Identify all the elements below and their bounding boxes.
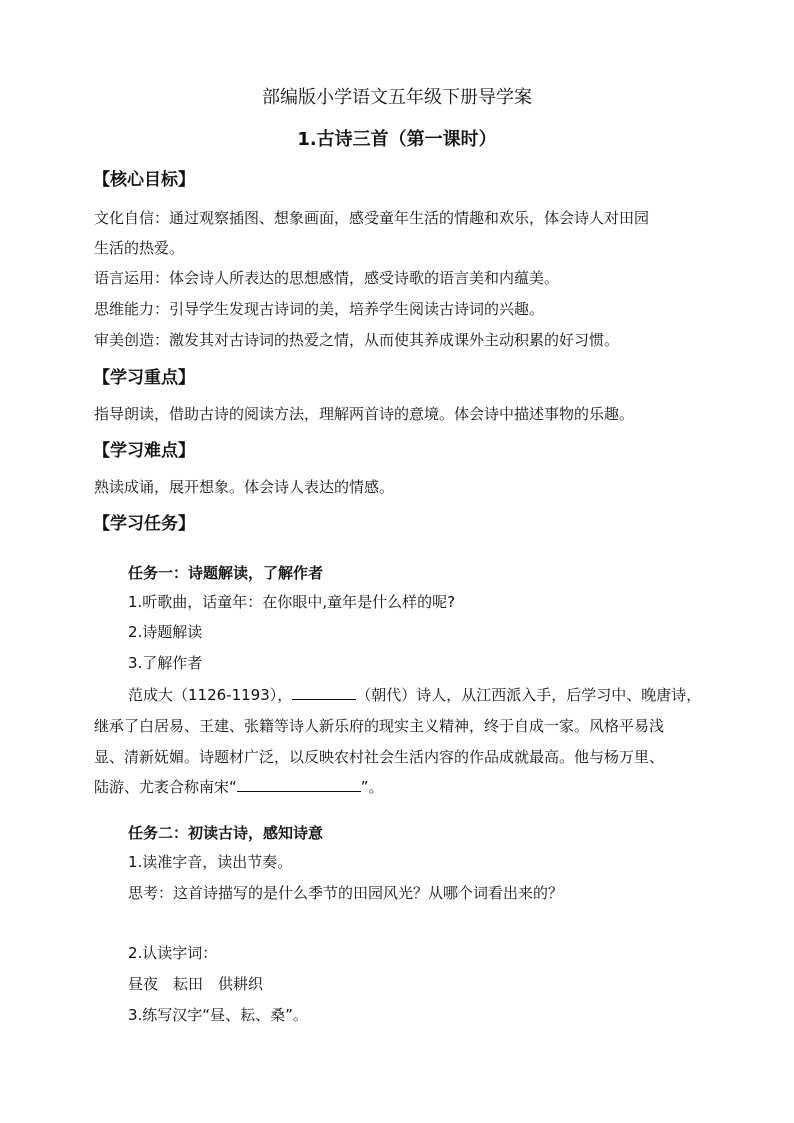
document-title: 部编版小学语文五年级下册导学案 [262, 87, 532, 108]
task2-words: 昼夜 耘田 供耕织 [128, 975, 264, 993]
goal-line-5: 审美创造：激发其对古诗词的热爱之情，从而使其养成课外主动积累的好习惯。 [94, 331, 620, 349]
task1-heading: 任务一：诗题解读，了解作者 [128, 564, 324, 582]
goal-line-4: 思维能力：引导学生发现古诗词的美，培养学生阅读古诗词的兴趣。 [94, 300, 545, 318]
poets-group-blank[interactable] [237, 777, 361, 792]
goal-line-3: 语言运用：体会诗人所表达的思想感情，感受诗歌的语言美和内蕴美。 [94, 269, 560, 287]
author-paragraph-line-2: 继承了白居易、王建、张籍等诗人新乐府的现实主义精神，终于自成一家。风格平易浅 [94, 717, 665, 735]
task2-item-1: 1.读准字音，读出节奏。 [128, 853, 293, 871]
dynasty-blank[interactable] [292, 685, 356, 700]
task1-item-2: 2.诗题解读 [128, 623, 203, 641]
key-points-text: 指导朗读，借助古诗的阅读方法，理解两首诗的意境。体会诗中描述事物的乐趣。 [94, 405, 635, 423]
task2-item-3: 3.练写汉字“昼、耘、桑”。 [128, 1006, 308, 1024]
section-key-points: 【学习重点】 [93, 368, 195, 388]
author-paragraph-line-1 [128, 685, 701, 705]
task2-think: 思考：这首诗描写的是什么季节的田园风光？从哪个词看出来的？ [128, 884, 564, 902]
task2-heading: 任务二：初读古诗，感知诗意 [128, 824, 324, 842]
task2-item-2: 2.认读字词： [128, 944, 218, 962]
section-core-goals: 【核心目标】 [93, 170, 195, 190]
goal-line-1: 文化自信：通过观察插图、想象画面，感受童年生活的情趣和欢乐，体会诗人对田园 [94, 209, 650, 227]
author-paragraph-line-4-start: 陆游、尤袤合称南宋“ [94, 778, 237, 796]
author-paragraph-line-4-end: ”。 [360, 778, 384, 796]
author-paragraph-line-3: 显、清新妩媚。诗题材广泛，以反映农村社会生活内容的作品成就最高。他与杨万里、 [94, 748, 665, 766]
difficulties-text: 熟读成诵，展开想象。体会诗人表达的情感。 [94, 478, 395, 496]
task1-item-1: 1.听歌曲，话童年：在你眼中,童年是什么样的呢? [128, 593, 456, 611]
lesson-title: 1.古诗三首（第一课时） [297, 129, 497, 150]
section-difficulties: 【学习难点】 [93, 441, 195, 461]
goal-line-2: 生活的热爱。 [94, 239, 185, 257]
author-paragraph-start: 范成大（1126-1193）， [128, 686, 293, 704]
author-paragraph-line-4 [94, 777, 384, 797]
task1-item-3: 3.了解作者 [128, 654, 203, 672]
section-tasks: 【学习任务】 [93, 514, 195, 534]
author-paragraph-after-blank: （朝代）诗人，从江西派入手，后学习中、晚唐诗， [356, 686, 702, 704]
